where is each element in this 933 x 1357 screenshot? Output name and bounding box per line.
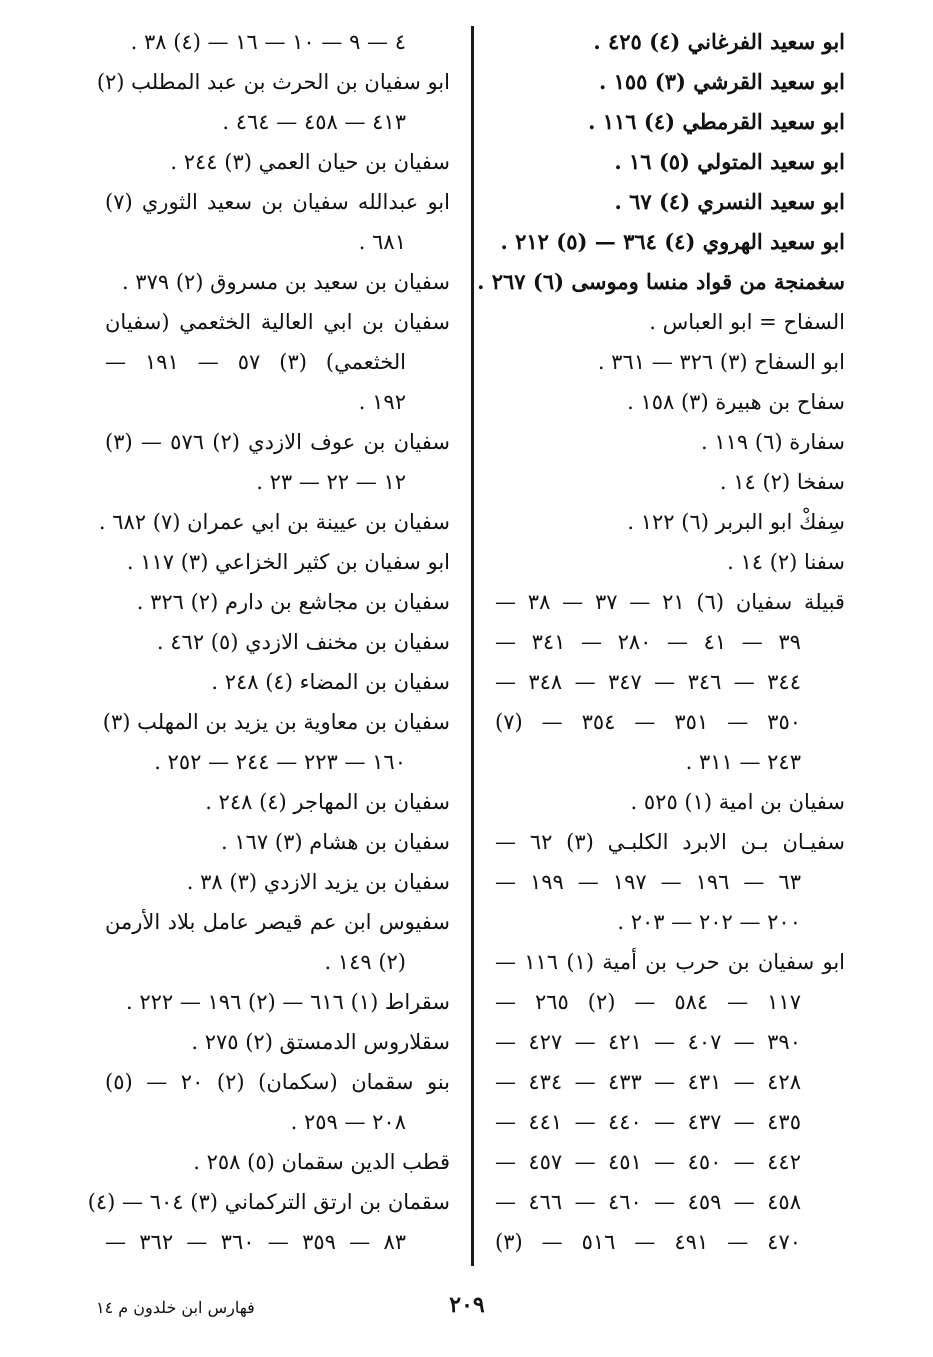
index-entry-line: ابو سعيد النسري (٤) ٦٧ . — [614, 189, 845, 214]
index-entry-line: سفارة (٦) ١١٩ . — [701, 430, 845, 454]
index-entry-line: ابو سعيد القرشي (٣) ١٥٥ . — [598, 69, 845, 94]
index-entry-line: ٣٩ — ٤١ — ٢٨٠ — ٣٤١ — — [495, 630, 801, 654]
index-entry-line: سفنا (٢) ١٤ . — [727, 550, 845, 574]
index-entry-line: سفيان بن ابي العالية الخثعمي (سفيان — [105, 310, 450, 334]
index-entry-line: ابو السفاح (٣) ٣٢٦ — ٣٦١ . — [597, 350, 845, 374]
index-entry-line: السفاح = ابو العباس . — [649, 310, 845, 334]
index-entry-line: ابو سفيان بن الحرث بن عبد المطلب (٢) — [96, 70, 450, 94]
index-entry-line: ابو سعيد الفرغاني (٤) ٤٢٥ . — [593, 29, 845, 54]
index-entry-line: ابو سعيد القرمطي (٤) ١١٦ . — [588, 109, 845, 134]
running-footer-note: فهارس ابن خلدون م ١٤ — [96, 1298, 255, 1317]
index-entry-line: سفيان بن المهاجر (٤) ٢٤٨ . — [205, 790, 450, 814]
index-entry-line: ٤٣٥ — ٤٣٧ — ٤٤٠ — ٤٤١ — — [495, 1110, 801, 1134]
index-entry-line: قبيلة سفيان (٦) ٢١ — ٣٧ — ٣٨ — — [495, 590, 845, 614]
index-entry-line: ٤٧٠ — ٤٩١ — ٥١٦ — (٣) — [495, 1230, 802, 1254]
index-entry-line: بنو سقمان (سكمان) (٢) ٢٠ — (٥) — [105, 1070, 450, 1094]
index-entry-line: ٢٠٠ — ٢٠٢ — ٢٠٣ . — [617, 910, 801, 934]
index-entry-line: ٤١٣ — ٤٥٨ — ٤٦٤ . — [222, 110, 406, 134]
index-entry-line: قطب الدين سقمان (٥) ٢٥٨ . — [193, 1150, 450, 1174]
index-entry-line: الخثعمي) (٣) ٥٧ — ١٩١ — — [105, 350, 406, 374]
index-entry-line: ٢٠٨ — ٢٥٩ . — [290, 1110, 406, 1134]
index-entry-line: سفيوس ابن عم قيصر عامل بلاد الأرمن — [105, 910, 450, 934]
index-entry-line: سفيان بن هشام (٣) ١٦٧ . — [221, 830, 450, 854]
index-entry-line: ٤٤٢ — ٤٥٠ — ٤٥١ — ٤٥٧ — — [495, 1150, 801, 1174]
index-entry-line: سفيان بن امية (١) ٥٢٥ . — [630, 790, 845, 814]
index-entry-line: ابو سفيان بن حرب بن أمية (١) ١١٦ — — [495, 950, 846, 974]
index-entry-line: ١١٧ — ٥٨٤ — (٢) ٢٦٥ — — [495, 990, 801, 1014]
index-entry-line: سفخا (٢) ١٤ . — [719, 470, 845, 494]
index-entry-line: سفيان بن عوف الازدي (٢) ٥٧٦ — (٣) — [105, 430, 450, 454]
page-number: ٢٠٩ — [449, 1292, 485, 1318]
index-entry-line: سفيان بن مخنف الازدي (٥) ٤٦٢ . — [156, 630, 450, 654]
index-entry-line: سفيان بن معاوية بن يزيد بن المهلب (٣) — [102, 710, 450, 734]
index-entry-line: ٦٨١ . — [358, 230, 406, 254]
index-entry-line: سقراط (١) ٦١٦ — (٢) ١٩٦ — ٢٢٢ . — [125, 990, 450, 1014]
index-entry-line: ٤٥٨ — ٤٥٩ — ٤٦٠ — ٤٦٦ — — [495, 1190, 801, 1214]
index-entry-line: ابو سعيد الهروي (٤) ٣٦٤ — (٥) ٢١٢ . — [500, 229, 845, 254]
index-entry-line: ٢٤٣ — ٣١١ . — [685, 750, 801, 774]
index-entry-line: ٤ — ٩ — ١٠ — ١٦ — (٤) ٣٨ . — [130, 30, 406, 54]
index-entry-line: سقمان بن ارتق التركماني (٣) ٦٠٤ — (٤) — [87, 1190, 450, 1214]
index-entry-line: سفيان بن المضاء (٤) ٢٤٨ . — [211, 670, 450, 694]
index-entry-line: ٤٢٨ — ٤٣١ — ٤٣٣ — ٤٣٤ — — [495, 1070, 801, 1094]
index-entry-line: ٣٩٠ — ٤٠٧ — ٤٢١ — ٤٢٧ — — [495, 1030, 801, 1054]
index-entry-line: سفيان بن سعيد بن مسروق (٢) ٣٧٩ . — [121, 270, 450, 294]
index-entry-line: سفيان بن حيان العمي (٣) ٢٤٤ . — [170, 150, 450, 174]
index-entry-line: ابو سفيان بن كثير الخزاعي (٣) ١١٧ . — [126, 550, 450, 574]
index-entry-line: سفيان بن عيينة بن ابي عمران (٧) ٦٨٢ . — [98, 510, 450, 534]
index-entry-line: ١٩٢ . — [358, 390, 406, 414]
index-entry-line: ١٦٠ — ٢٢٣ — ٢٤٤ — ٢٥٢ . — [154, 750, 406, 774]
index-entry-line: ٣٥٠ — ٣٥١ — ٣٥٤ — (٧) — [495, 710, 802, 734]
index-entry-line: ٣٤٤ — ٣٤٦ — ٣٤٧ — ٣٤٨ — — [495, 670, 801, 694]
index-entry-line: سفيان بن مجاشع بن دارم (٢) ٣٢٦ . — [136, 590, 450, 614]
index-entry-line: (٢) ١٤٩ . — [324, 950, 406, 974]
index-entry-line: سفاح بن هبيرة (٣) ١٥٨ . — [627, 390, 845, 414]
index-entry-line: ابو عبدالله سفيان بن سعيد الثوري (٧) — [105, 190, 450, 214]
index-entry-line: سفيـان بـن الابرد الكلبـي (٣) ٦٢ — — [495, 830, 845, 854]
index-entry-line: ٦٣ — ١٩٦ — ١٩٧ — ١٩٩ — — [495, 870, 801, 894]
index-entry-line: سِفكْ ابو البربر (٦) ١٢٢ . — [627, 510, 845, 534]
index-column-right — [477, 22, 846, 1262]
column-divider — [471, 26, 474, 1266]
index-entry-line: سقلاروس الدمستق (٢) ٢٧٥ . — [191, 1030, 450, 1054]
index-entry-line: سغمنجة من قواد منسا وموسى (٦) ٢٦٧ . — [477, 269, 845, 294]
index-entry-line: سفيان بن يزيد الازدي (٣) ٣٨ . — [186, 870, 450, 894]
index-column-left — [87, 22, 450, 1262]
index-entry-line: ٨٣ — ٣٥٩ — ٣٦٠ — ٣٦٢ — — [105, 1230, 407, 1254]
index-entry-line: ابو سعيد المتولي (٥) ١٦ . — [614, 149, 845, 174]
index-entry-line: ١٢ — ٢٢ — ٢٣ . — [256, 470, 406, 494]
